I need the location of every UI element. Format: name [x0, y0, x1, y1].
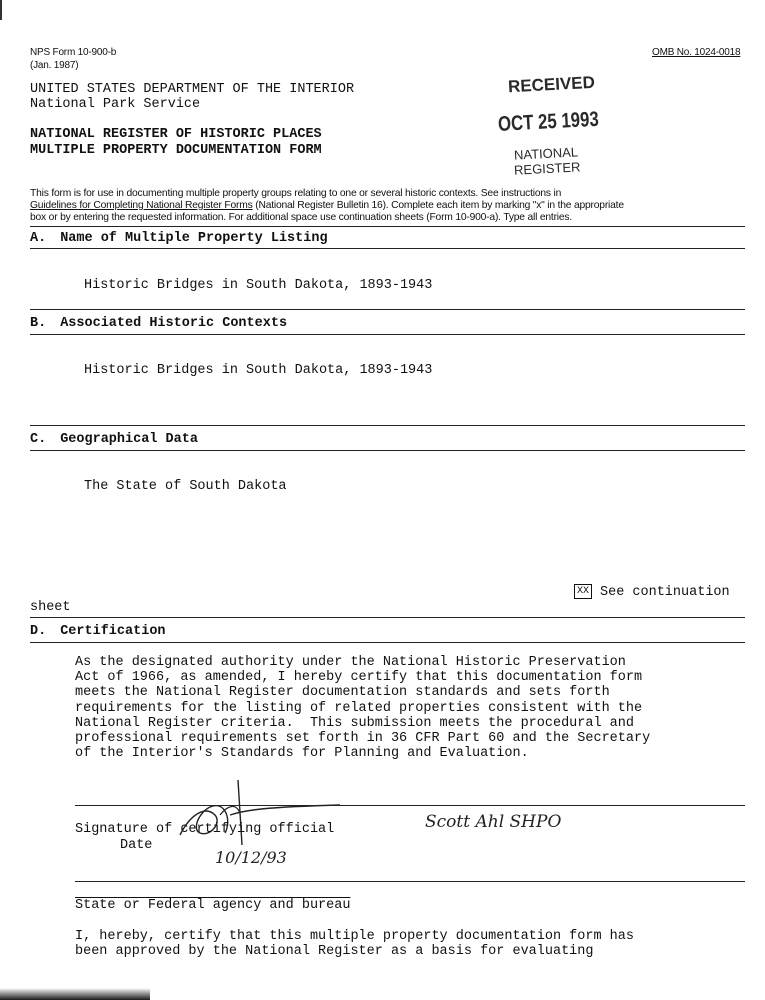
section-a-top-rule: [30, 226, 745, 227]
section-d-header: [30, 624, 166, 639]
section-c-title: Geographical Data: [60, 432, 198, 447]
handwritten-name: Scott Ahl SHPO: [425, 812, 562, 832]
section-b-bottom-rule: [30, 425, 745, 426]
guidelines-reference: Guidelines for Completing National Register Forms: [30, 200, 253, 211]
instructions-line2-rest: (National Register Bulletin 16). Complete each item by marking "x" in the appropriate: [252, 200, 624, 211]
service-name: National Park Service: [30, 97, 201, 112]
signature-label: Signature of certifying official: [75, 822, 335, 837]
form-number: NPS Form 10-900-b: [30, 47, 117, 58]
section-b-header: [30, 316, 287, 331]
continuation-label: See continuation: [600, 585, 730, 601]
continuation-sheet-option[interactable]: [574, 584, 730, 600]
section-a-header: [30, 231, 328, 246]
certification-statement: As the designated authority under the National Historic Preservation Act of 1966, as amended, I hereby certify that this documentation form meets the National Register documentation standards and sets forth requirements for the listing of related properties consistent with the National Register criteria. This submission meets the procedural and professional requirements set forth in 36 CFR Part 60 and the Secretary of the Interior's Standards for Planning and Evaluation.: [75, 655, 651, 762]
section-a-bottom-rule: [30, 309, 745, 310]
scan-edge-shadow: [0, 988, 150, 1000]
section-b-label: B.: [30, 316, 47, 331]
instructions-line2: [30, 200, 624, 211]
received-stamp: RECEIVED: [507, 72, 596, 97]
section-b-header-rule: [30, 334, 745, 335]
section-c-header: [30, 432, 198, 447]
form-title-line2: MULTIPLE PROPERTY DOCUMENTATION FORM: [30, 143, 322, 158]
agency-label: State or Federal agency and bureau: [75, 898, 351, 913]
scan-edge-mark: [0, 0, 2, 20]
received-stamp-date: OCT 25 1993: [497, 107, 600, 136]
section-c-bottom-rule: [30, 617, 745, 618]
continuation-checkbox[interactable]: XX: [574, 584, 592, 599]
section-a-label: A.: [30, 231, 47, 246]
form-date: (Jan. 1987): [30, 60, 79, 71]
agency-line: [75, 881, 745, 882]
approval-statement: I, hereby, certify that this multiple property documentation form has been approved by the National Register as a basis for evaluating: [75, 929, 634, 960]
geographical-data-value: The State of South Dakota: [84, 479, 287, 494]
form-title-line1: NATIONAL REGISTER OF HISTORIC PLACES: [30, 127, 322, 142]
multiple-property-name: Historic Bridges in South Dakota, 1893-1943: [84, 278, 433, 293]
section-d-title: Certification: [60, 624, 166, 639]
continuation-label-sheet: sheet: [30, 600, 71, 615]
section-a-title: Name of Multiple Property Listing: [60, 231, 328, 246]
omb-number: OMB No. 1024-0018: [652, 47, 741, 58]
section-d-label: D.: [30, 624, 47, 639]
section-b-title: Associated Historic Contexts: [60, 316, 288, 331]
stamp-register: REGISTER: [513, 159, 581, 178]
section-c-label: C.: [30, 432, 47, 447]
date-label: Date: [120, 838, 153, 853]
historic-context-value: Historic Bridges in South Dakota, 1893-1943: [84, 363, 433, 378]
stamp-national: NATIONAL: [513, 144, 579, 163]
section-a-header-rule: [30, 248, 745, 249]
section-d-header-rule: [30, 642, 745, 643]
department-name: UNITED STATES DEPARTMENT OF THE INTERIOR: [30, 82, 355, 97]
handwritten-date: 10/12/93: [215, 848, 287, 867]
section-c-header-rule: [30, 450, 745, 451]
instructions-line1: This form is for use in documenting multiple property groups relating to one or several historic contexts. See instructions in: [30, 188, 562, 199]
instructions-line3: box or by entering the requested information. For additional space use continuation sheets (Form 10-900-a). Type all entries.: [30, 212, 573, 223]
